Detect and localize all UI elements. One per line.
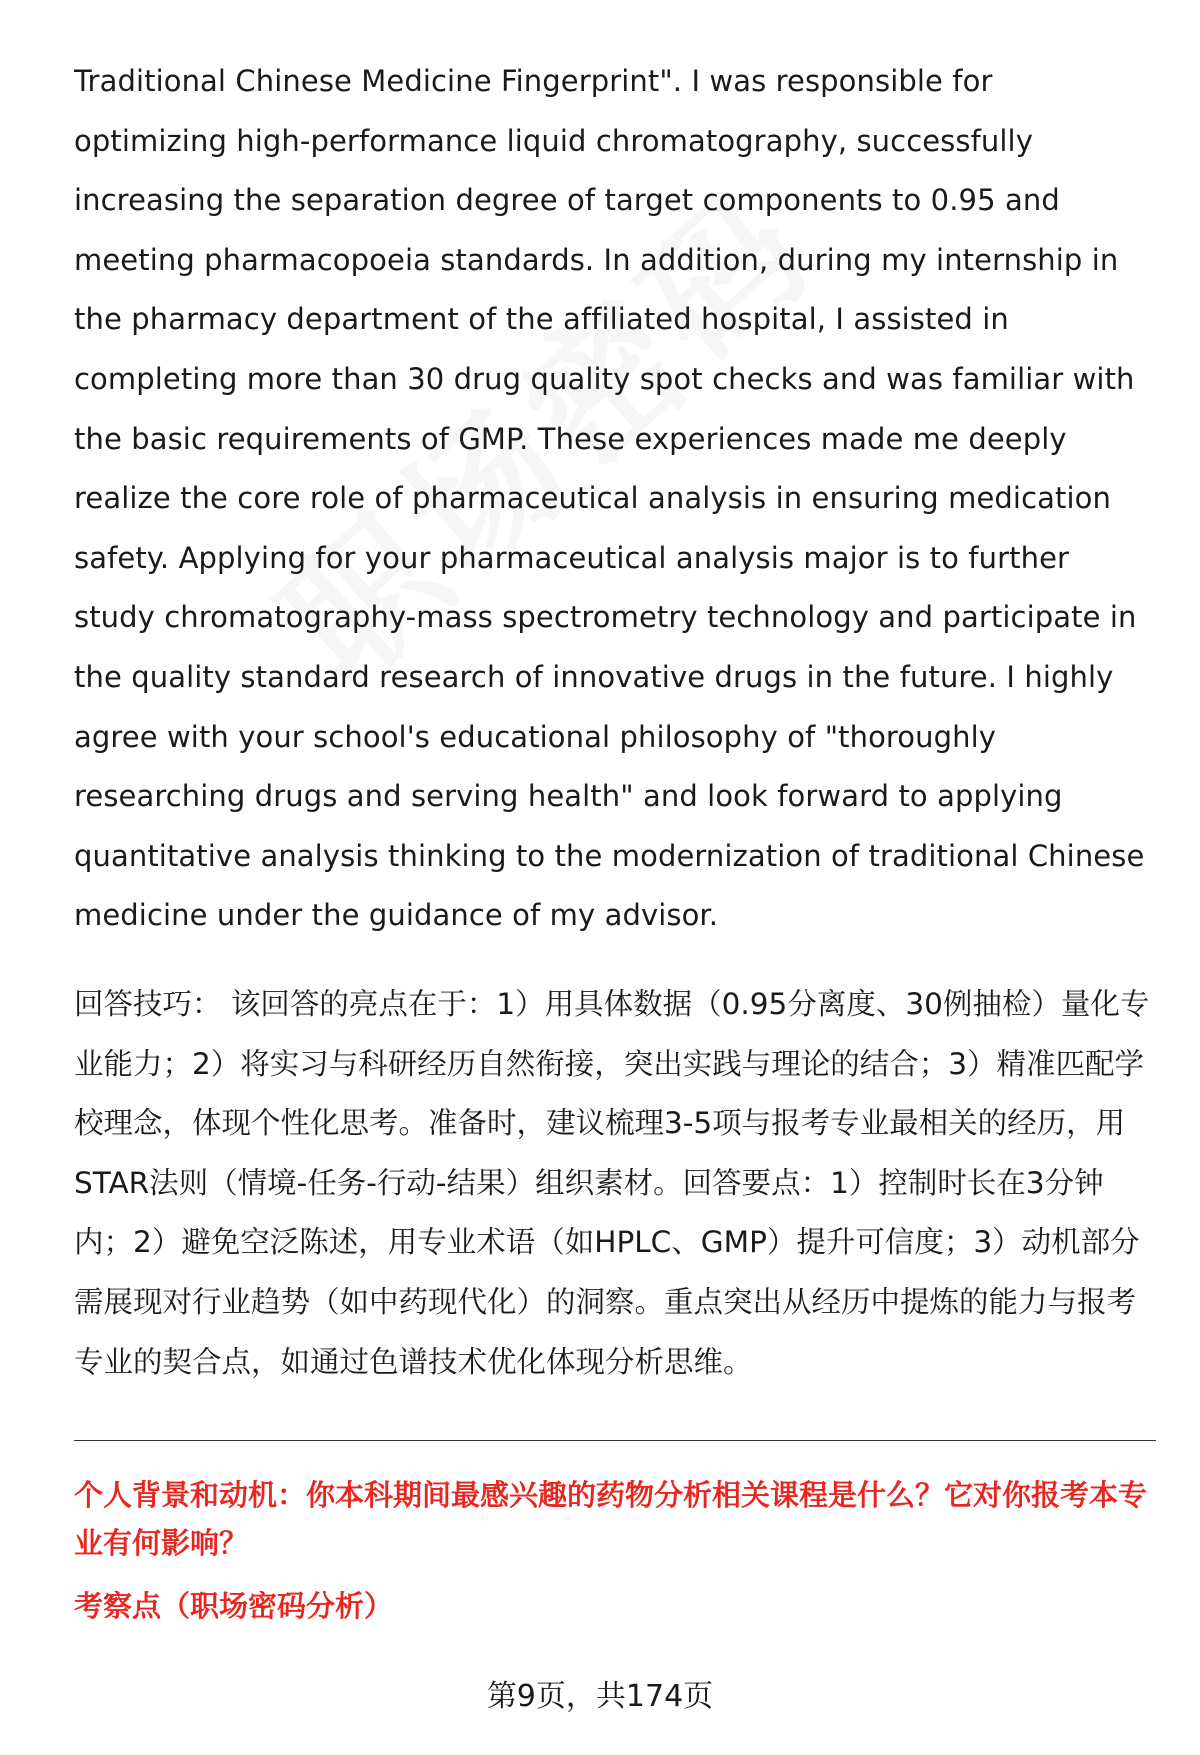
- question-heading: 个人背景和动机：你本科期间最感兴趣的药物分析相关课程是什么？它对你报考本专业有何影响？: [74, 1478, 1148, 1560]
- assessment-heading: 考察点（职场密码分析）: [74, 1589, 394, 1623]
- document-page: [74, 0, 1154, 1755]
- page-number-footer: 第9页，共174页: [486, 1679, 714, 1714]
- answer-paragraph: Traditional Chinese Medicine Fingerprint". I was responsible for optimizing high-performance liquid chromatography, successfully increasing the separation degree of target components to 0.95 and meeting pharmacopoeia standards. In addition, during my internship in the pharmacy department of the affiliated hospital, I assisted in completing more than 30 drug quality spot checks and was familiar with the basic requirements of GMP. These experiences made me deeply realize the core role of pharmaceutical analysis in ensuring medication safety. Applying for your pharmaceutical analysis major is to further study chromatography-mass spectrometry technology and participate in the quality standard research of innovative drugs in the future. I highly agree with your school's educational philosophy of "thoroughly researching drugs and serving health" and look forward to applying quantitative analysis thinking to the modernization of traditional Chinese medicine under the guidance of my advisor.: [74, 64, 1145, 933]
- tips-paragraph: 回答技巧： 该回答的亮点在于：1）用具体数据（0.95分离度、30例抽检）量化专业能力；2）将实习与科研经历自然衔接，突出实践与理论的结合；3）精准匹配学校理念，体现个性化思考。准备时，建议梳理3-5项与报考专业最相关的经历，用STAR法则（情境-任务-行动-结果）组织素材。回答要点：1）控制时长在3分钟内；2）避免空泛陈述，用专业术语（如HPLC、GMP）提升可信度；3）动机部分需展现对行业趋势（如中药现代化）的洞察。重点突出从经历中提炼的能力与报考专业的契合点，如通过色谱技术优化体现分析思维。: [74, 987, 1150, 1379]
- section-divider: [74, 1440, 1156, 1441]
